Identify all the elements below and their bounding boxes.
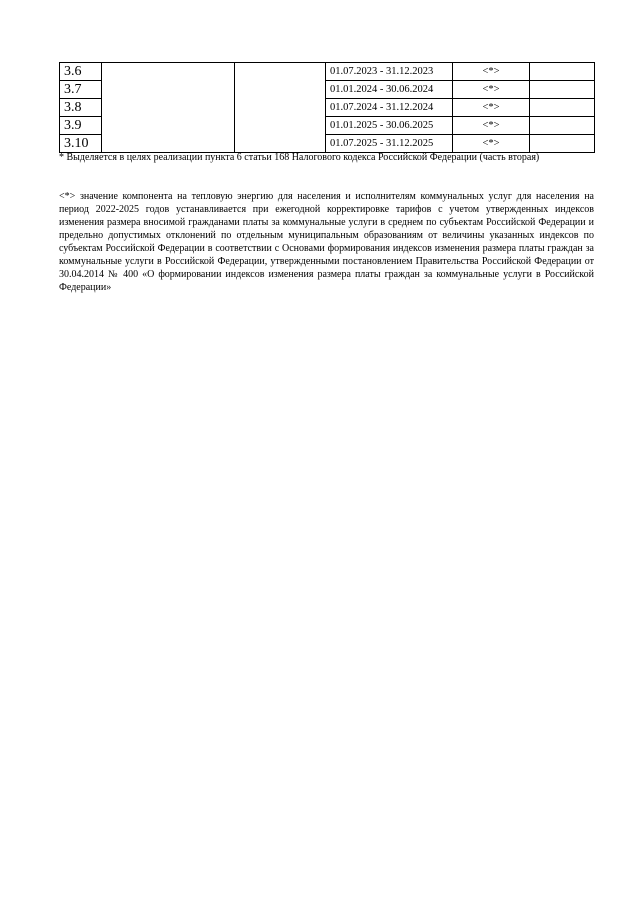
value-cell: <*> [453, 63, 530, 81]
tariff-table [59, 62, 595, 153]
merged-cell [235, 63, 326, 153]
period-cell: 01.07.2024 - 31.12.2024 [326, 99, 453, 117]
value-cell: <*> [453, 135, 530, 153]
tariff-table-body [60, 63, 595, 153]
row-number: 3.10 [60, 135, 102, 153]
value-cell: <*> [453, 99, 530, 117]
period-cell: 01.01.2025 - 30.06.2025 [326, 117, 453, 135]
empty-cell [530, 63, 595, 81]
empty-cell [530, 81, 595, 99]
empty-cell [530, 135, 595, 153]
period-cell: 01.07.2023 - 31.12.2023 [326, 63, 453, 81]
row-number: 3.9 [60, 117, 102, 135]
period-cell: 01.01.2024 - 30.06.2024 [326, 81, 453, 99]
merged-cell [102, 63, 235, 153]
period-cell: 01.07.2025 - 31.12.2025 [326, 135, 453, 153]
value-cell: <*> [453, 81, 530, 99]
row-number: 3.7 [60, 81, 102, 99]
row-number: 3.8 [60, 99, 102, 117]
note-paragraph: <*> значение компонента на тепловую энергию для населения и исполнителям коммунальных услуг для населения на период 2022-2025 годов устанавливается при ежегодной корректировке тарифов с учетом утвержденных индексов изменения размера вносимой гражданами платы за коммунальные услуги в среднем по субъектам Российской Федерации и предельно допустимых отклонений по отдельным муниципальным образованиям от величины указанных индексов по субъектам Российской Федерации в соответствии с Основами формирования индексов изменения размера платы граждан за коммунальные услуги в Российской Федерации, утвержденными постановлением Правительства Российской Федерации от 30.04.2014 № 400 «О формировании индексов изменения размера платы граждан за коммунальные услуги в Российской Федерации» [59, 191, 594, 293]
value-cell: <*> [453, 117, 530, 135]
empty-cell [530, 117, 595, 135]
row-number: 3.6 [60, 63, 102, 81]
table-row [60, 63, 595, 81]
footnote-text: * Выделяется в целях реализации пункта 6 статьи 168 Налогового кодекса Российской Федерации (часть вторая) [59, 152, 540, 163]
empty-cell [530, 99, 595, 117]
